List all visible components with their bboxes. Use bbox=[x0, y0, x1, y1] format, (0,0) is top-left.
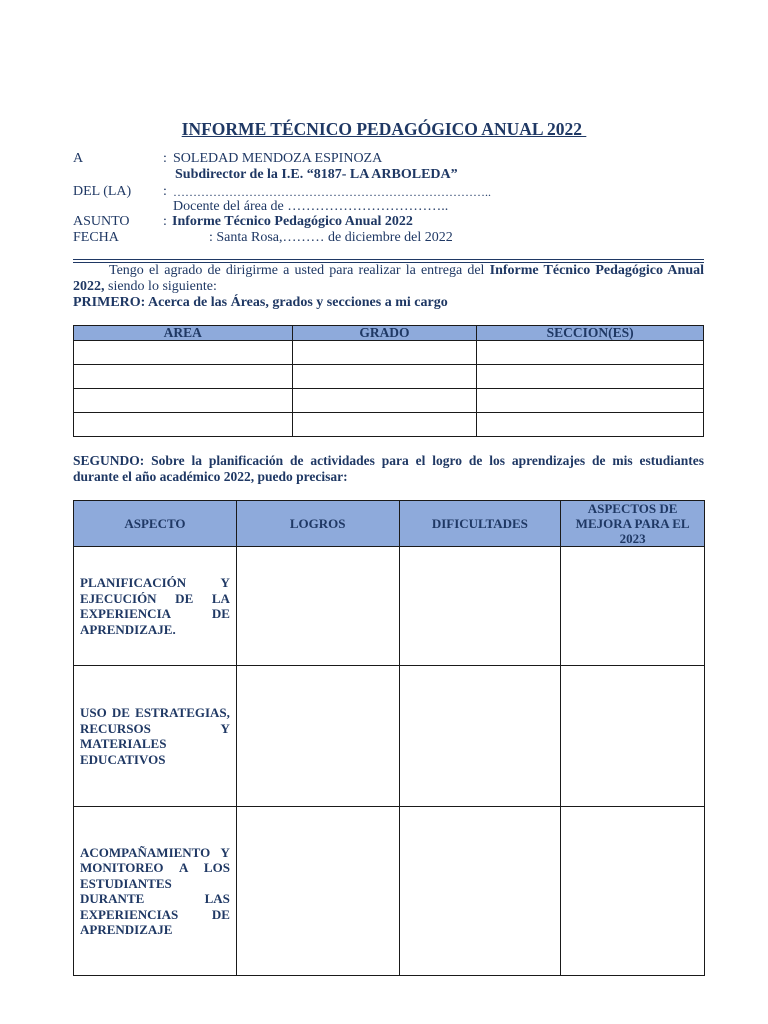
dificultades-cell[interactable] bbox=[399, 547, 561, 666]
intro-paragraph bbox=[73, 263, 704, 295]
a-separator: : bbox=[163, 151, 167, 166]
mejora-cell[interactable] bbox=[561, 547, 705, 666]
grado-cell[interactable] bbox=[292, 365, 477, 389]
asunto-separator: : bbox=[163, 214, 167, 229]
logros-cell[interactable] bbox=[236, 666, 399, 807]
dificultades-column-header: DIFICULTADES bbox=[399, 501, 561, 547]
mejora-column-header: ASPECTOS DE MEJORA PARA EL 2023 bbox=[561, 501, 705, 547]
primero-heading bbox=[73, 295, 704, 311]
seccion-column-header: SECCION(ES) bbox=[477, 326, 704, 341]
grado-cell[interactable] bbox=[292, 413, 477, 437]
aspects-table-header-row bbox=[74, 501, 705, 547]
table-row bbox=[74, 547, 705, 666]
intro-text-bold: Informe Técnico Pedagógico Anual 2022, bbox=[73, 263, 704, 294]
area-cell[interactable] bbox=[74, 341, 293, 365]
areas-table bbox=[73, 325, 704, 437]
a-recipient-name: SOLEDAD MENDOZA ESPINOZA bbox=[173, 151, 383, 166]
aspect-cell: ACOMPAÑAMIENTO Y MONITOREO A LOS ESTUDIANTES DURANTE LAS EXPERIENCIAS DE APRENDIZAJE bbox=[74, 807, 237, 976]
aspect-cell: PLANIFICACIÓN Y EJECUCIÓN DE LA EXPERIENCIA DE APRENDIZAJE. bbox=[74, 547, 237, 666]
dificultades-cell[interactable] bbox=[399, 807, 561, 976]
del-label: DEL (LA) bbox=[73, 184, 132, 199]
table-row bbox=[74, 666, 705, 807]
area-cell[interactable] bbox=[74, 413, 293, 437]
seccion-cell[interactable] bbox=[477, 413, 704, 437]
logros-cell[interactable] bbox=[236, 807, 399, 976]
primero-label: PRIMERO: bbox=[73, 295, 146, 310]
a-recipient-role: Subdirector de la I.E. “8187- LA ARBOLEDA” bbox=[175, 167, 458, 182]
grado-column-header: GRADO bbox=[292, 326, 477, 341]
area-column-header: AREA bbox=[74, 326, 293, 341]
del-name-blank: …………………………………………………………………….. bbox=[173, 185, 491, 199]
logros-column-header: LOGROS bbox=[236, 501, 399, 547]
logros-cell[interactable] bbox=[236, 547, 399, 666]
fecha-label: FECHA bbox=[73, 230, 119, 245]
dificultades-cell[interactable] bbox=[399, 666, 561, 807]
area-cell[interactable] bbox=[74, 365, 293, 389]
aspect-cell: USO DE ESTRATEGIAS, RECURSOS Y MATERIALES EDUCATIVOS bbox=[74, 666, 237, 807]
areas-table-header-row bbox=[74, 326, 704, 341]
fecha-value: : Santa Rosa,……… de diciembre del 2022 bbox=[209, 230, 453, 245]
divider-line-top bbox=[73, 259, 704, 260]
del-separator: : bbox=[163, 184, 167, 199]
table-row bbox=[74, 389, 704, 413]
a-label: A bbox=[73, 151, 84, 166]
seccion-cell[interactable] bbox=[477, 341, 704, 365]
intro-text-start: Tengo el agrado de dirigirme a usted para realizar la entrega del bbox=[109, 263, 490, 278]
asunto-label: ASUNTO bbox=[73, 214, 130, 229]
intro-text-end: siendo lo siguiente: bbox=[104, 279, 217, 294]
primero-text: Acerca de las Áreas, grados y secciones a mi cargo bbox=[145, 295, 448, 310]
aspects-table bbox=[73, 500, 705, 976]
area-cell[interactable] bbox=[74, 389, 293, 413]
seccion-cell[interactable] bbox=[477, 389, 704, 413]
mejora-cell[interactable] bbox=[561, 666, 705, 807]
table-row bbox=[74, 341, 704, 365]
segundo-heading: SEGUNDO: Sobre la planificación de actividades para el logro de los aprendizajes de mis estudiantes durante el año académico 2022, puedo precisar: bbox=[73, 453, 704, 484]
document-title: INFORME TÉCNICO PEDAGÓGICO ANUAL 2022 bbox=[181, 119, 587, 139]
table-row bbox=[74, 413, 704, 437]
table-row bbox=[74, 807, 705, 976]
seccion-cell[interactable] bbox=[477, 365, 704, 389]
asunto-value: Informe Técnico Pedagógico Anual 2022 bbox=[172, 214, 413, 229]
aspecto-column-header: ASPECTO bbox=[74, 501, 237, 547]
grado-cell[interactable] bbox=[292, 341, 477, 365]
table-row bbox=[74, 365, 704, 389]
mejora-cell[interactable] bbox=[561, 807, 705, 976]
del-area-line: Docente del área de …………………………….. bbox=[173, 199, 449, 214]
grado-cell[interactable] bbox=[292, 389, 477, 413]
